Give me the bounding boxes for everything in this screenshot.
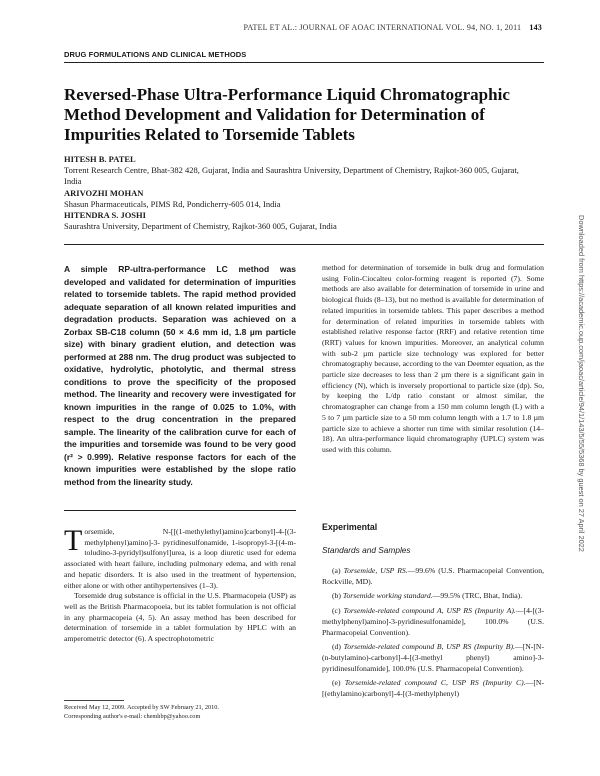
drop-cap: T bbox=[64, 524, 83, 557]
intro-paragraph-1: orsemide, N-[[(1-methylethyl)amino]carbonyl]-4-[(3-methylphenyl)amino]-3- pyridinesulfonamide, 1-isopropyl-3-[(4-m-toludino-3-pyridyl)sulfonyl]urea, is a loop diuretic used for edema associated with heart failure, including pulmonary edema, and with renal and hepatic disorders. It is also used in the treatment of hypertension, either alone or with other antihypertensives (1–3). bbox=[64, 527, 296, 590]
footnote bbox=[64, 704, 296, 721]
footnote-rule bbox=[64, 700, 124, 701]
author-affiliation: Shasun Pharmaceuticals, PIMS Rd, Pondicherry-605 014, India bbox=[64, 198, 281, 209]
intro-text bbox=[64, 524, 296, 645]
intro-paragraph-2: Torsemide drug substance is official in the U.S. Pharmacopeia (USP) as well as the British Pharmacopoeia, but its tablet formulation is not official in any pharmacopeia (4, 5). An assay method has been described for determination of torsemide in a tablet formulation by HPLC with an amperometric detector (6). A spectrophotometric bbox=[64, 591, 296, 644]
section-label: DRUG FORMULATIONS AND CLINICAL METHODS bbox=[64, 50, 247, 59]
list-item: (e) Torsemide-related compound C, USP RS (Impurity C).—[N-[(ethylamino)carbonyl]-4-[(3-methylphenyl) bbox=[322, 678, 544, 699]
list-item: (d) Torsemide-related compound B, USP RS (Impurity B).—[N-[N-(n-butylamino)-carbonyl]-4-[(3-methyl phenyl) amino]-3-pyridinesulfonamide], 100.0% (U.S. Pharmacopeial Convention). bbox=[322, 642, 545, 673]
author-affiliation: Saurashtra University, Department of Chemistry, Rajkot-360 005, Gujarat, India bbox=[64, 221, 337, 232]
list-item: (b) Torsemide working standard.—99.5% (TRC, Bhat, India). bbox=[332, 591, 523, 601]
author-name: HITESH B. PATEL bbox=[64, 154, 136, 164]
intro-paragraph-3: method for determination of torsemide in bulk drug and formulation using Folin-Ciocalteu color-forming reagent is reported (7). Some methods are also available for determination of torsemide in urine and biological fluids (8–13), but no method is available for determination of related impurities in torsemide tablets. This paper describes a method for determination of related impurities in torsemide tablets with established relative response factor (RRF) and relative retention time (RRT) values for known impurities. Moreover, an analytical column with sub-2 µm particle size technology was explored for better chromatography because, according to the van Deemter equation, as the particle size decreases to less than 2 µm there is a significant gain in efficiency (N), which is inversely proportional to particle size (dp). So, by keeping the L/dp ratio constant or almost similar, the chromatographer can change from a 150 mm column length (L) with a 5 to 7 µm particle size to a 50 mm column length with a 1.7 to 1.8 µm particle size to achieve a shorter run time with similar resolution (14–18). An ultra-performance liquid chromatography (UPLC) system was used with this column. bbox=[322, 263, 544, 454]
right-column-text bbox=[322, 263, 544, 456]
experimental-heading: Experimental bbox=[322, 522, 378, 532]
running-head-text: PATEL ET AL.: JOURNAL OF AOAC INTERNATIONAL VOL. 94, NO. 1, 2011 bbox=[243, 23, 522, 32]
author-name: HITENDRA S. JOSHI bbox=[64, 210, 146, 221]
header-rule bbox=[64, 244, 544, 245]
list-item: (a) Torsemide, USP RS.—99.6% (U.S. Pharmacopeial Convention, Rockville, MD). bbox=[322, 566, 545, 586]
abstract-rule bbox=[64, 510, 296, 511]
author-name: ARIVOZHI MOHAN bbox=[64, 187, 144, 198]
running-head bbox=[243, 23, 542, 32]
abstract: A simple RP-ultra-performance LC method was developed and validated for determination of impurities related to torsemide tablets. The rapid method provided adequate separation of all known related impurities and degradation products. Separation was achieved on a Zorbax SB-C18 column (50 × 4.6 mm id, 1.8 µm particle size) with binary gradient elution, and detection was performed at 288 nm. The drug product was subjected to oxidative, hydrolytic, photolytic, and thermal stress conditions to prove the specificity of the proposed method. The linearity and recovery were investigated for known impurities in the range of 0.025 to 1.0%, with respect to the drug concentration in the prepared sample. The linearity of the calibration curve for each of the impurities and torsemide was found to be very good (r² > 0.999). Relative response factors for each of the known impurities were established by the slope ratio method from the linearity study. bbox=[64, 264, 296, 487]
page-number: 143 bbox=[529, 23, 542, 32]
author-affiliation: Torrent Research Centre, Bhat-382 428, Gujarat, India and Saurashtra University, Department of Chemistry, Rajkot-360 005, Gujarat, India bbox=[64, 165, 519, 187]
received-note: Received May 12, 2009. Accepted by SW February 21, 2010. bbox=[64, 704, 219, 711]
article-title: Reversed-Phase Ultra-Performance Liquid Chromatographic Method Development and Validation for Determination of Impurities Related to Torsemide Tablets bbox=[64, 85, 510, 144]
standards-subheading: Standards and Samples bbox=[322, 545, 411, 555]
list-item: (c) Torsemide-related compound A, USP RS (Impurity A).—[4-[(3-methylphenyl)amino]-3-pyridinesulfonamide], 100.0% (U.S. Pharmacopeial Convention). bbox=[322, 606, 545, 637]
standards-list bbox=[322, 566, 544, 704]
download-watermark bbox=[574, 215, 588, 665]
section-rule bbox=[64, 62, 544, 63]
download-watermark-text: Downloaded from https://academic.oup.com/jaoac/article/94/1/143/5/55/5368 by guest on 27 April 2022 bbox=[577, 215, 586, 552]
corresponding-email: Corresponding author's e-mail: chemhbp@yahoo.com bbox=[64, 712, 201, 720]
author-block bbox=[64, 154, 534, 232]
